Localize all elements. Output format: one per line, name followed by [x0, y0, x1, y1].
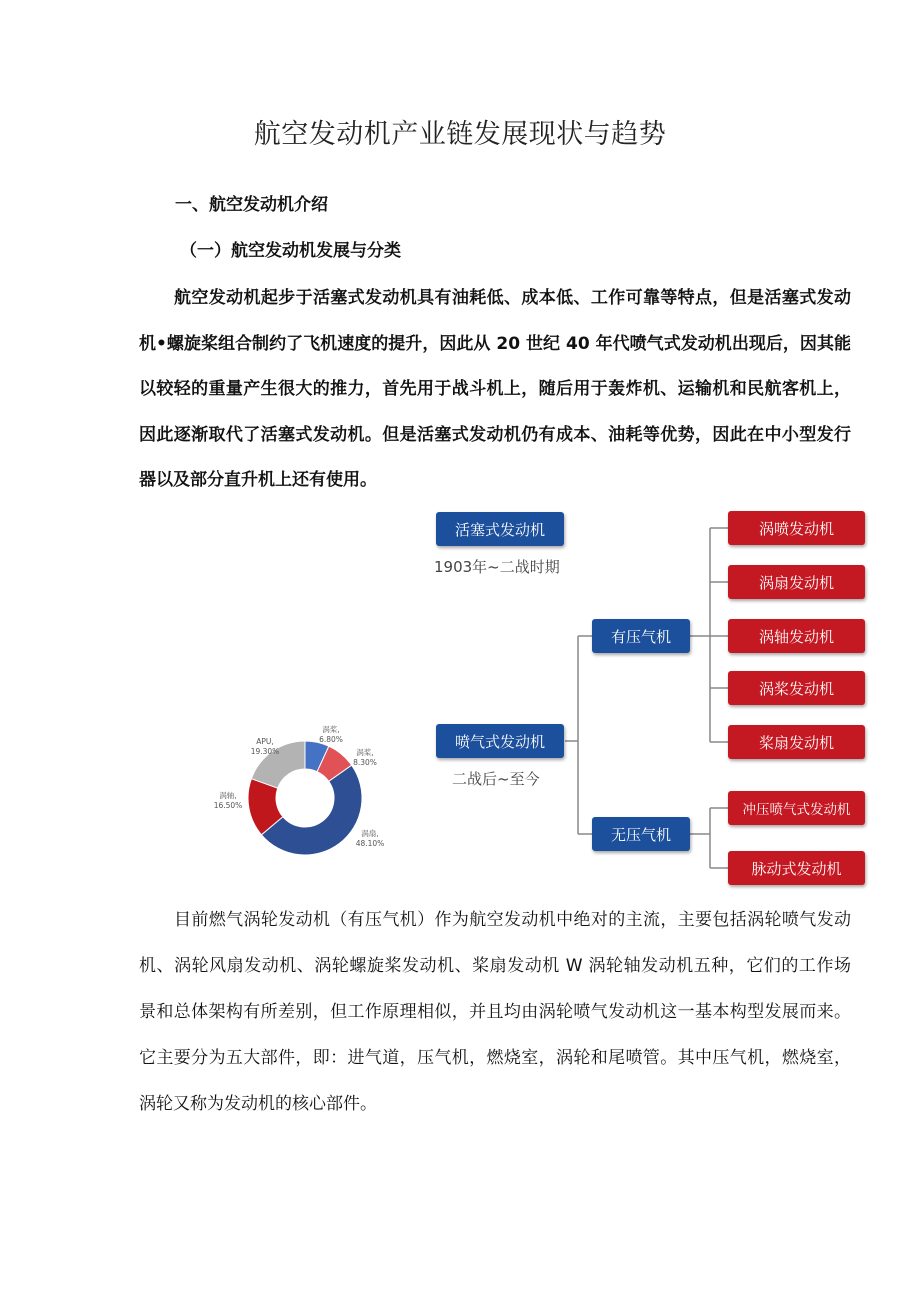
slice-data-label: 涡桨, 8.30%: [353, 748, 377, 767]
subsection-heading: （一）航空发动机发展与分类: [180, 241, 401, 261]
donut-svg: [205, 718, 405, 868]
engine-type-box: 涡扇发动机: [728, 565, 865, 599]
engine-type-box: 冲压喷气式发动机: [728, 791, 865, 825]
piston-engine-box: 活塞式发动机: [436, 512, 564, 546]
paragraph-line: 航空发动机起步于活塞式发动机具有油耗低、成本低、工作可靠等特点，但是活塞式发动: [174, 288, 851, 308]
engine-type-box: 桨扇发动机: [728, 725, 865, 759]
no-compressor-box: 无压气机: [592, 817, 690, 851]
jet-era-label: 二战后~至今: [452, 770, 540, 788]
engine-type-box: 涡桨发动机: [728, 671, 865, 705]
page-title: 航空发动机产业链发展现状与趋势: [253, 119, 667, 150]
paragraph-line: 以较轻的重量产生很大的推力，首先用于战斗机上，随后用于轰炸机、运输机和民航客机上，: [139, 379, 851, 399]
paragraph-line: 涡轮又称为发动机的核心部件。: [139, 1094, 377, 1114]
mainstream-paragraph: [139, 897, 851, 1127]
engine-type-box: 涡喷发动机: [728, 511, 865, 545]
slice-data-label: 涡轴, 16.50%: [213, 791, 243, 810]
engine-type-box: 脉动式发动机: [728, 851, 865, 885]
slice-data-label: APU, 19.30%: [250, 737, 280, 756]
slice-data-label: 涡桨, 6.80%: [319, 725, 343, 744]
compressor-box: 有压气机: [592, 619, 690, 653]
paragraph-line: 景和总体架构有所差别，但工作原理相似，并且均由涡轮喷气发动机这一基本构型发展而来。: [139, 1002, 851, 1022]
paragraph-line: 因此逐渐取代了活塞式发动机。但是活塞式发动机仍有成本、油耗等优势，因此在中小型发行: [139, 424, 851, 445]
paragraph-line: 机•螺旋桨组合制约了飞机速度的提升，因此从 20 世纪 40 年代喷气式发动机出现后，因其能: [139, 333, 851, 354]
piston-era-label: 1903年~二战时期: [434, 558, 560, 576]
paragraph-line: 目前燃气涡轮发动机（有压气机）作为航空发动机中绝对的主流，主要包括涡轮喷气发动: [174, 910, 851, 930]
paragraph-line: 器以及部分直升机上还有使用。: [139, 470, 377, 490]
slice-data-label: 涡扇, 48.10%: [355, 829, 385, 848]
jet-engine-box: 喷气式发动机: [436, 724, 564, 758]
section-heading: 一、航空发动机介绍: [175, 195, 328, 215]
engine-type-box: 涡轴发动机: [728, 619, 865, 653]
paragraph-line: 它主要分为五大部件，即：进气道，压气机，燃烧室，涡轮和尾喷管。其中压气机，燃烧室，: [139, 1048, 851, 1068]
paragraph-line: 机、涡轮风扇发动机、涡轮螺旋桨发动机、桨扇发动机 W 涡轮轴发动机五种，它们的工作场: [139, 956, 851, 976]
engine-share-donut-chart: [205, 718, 405, 868]
